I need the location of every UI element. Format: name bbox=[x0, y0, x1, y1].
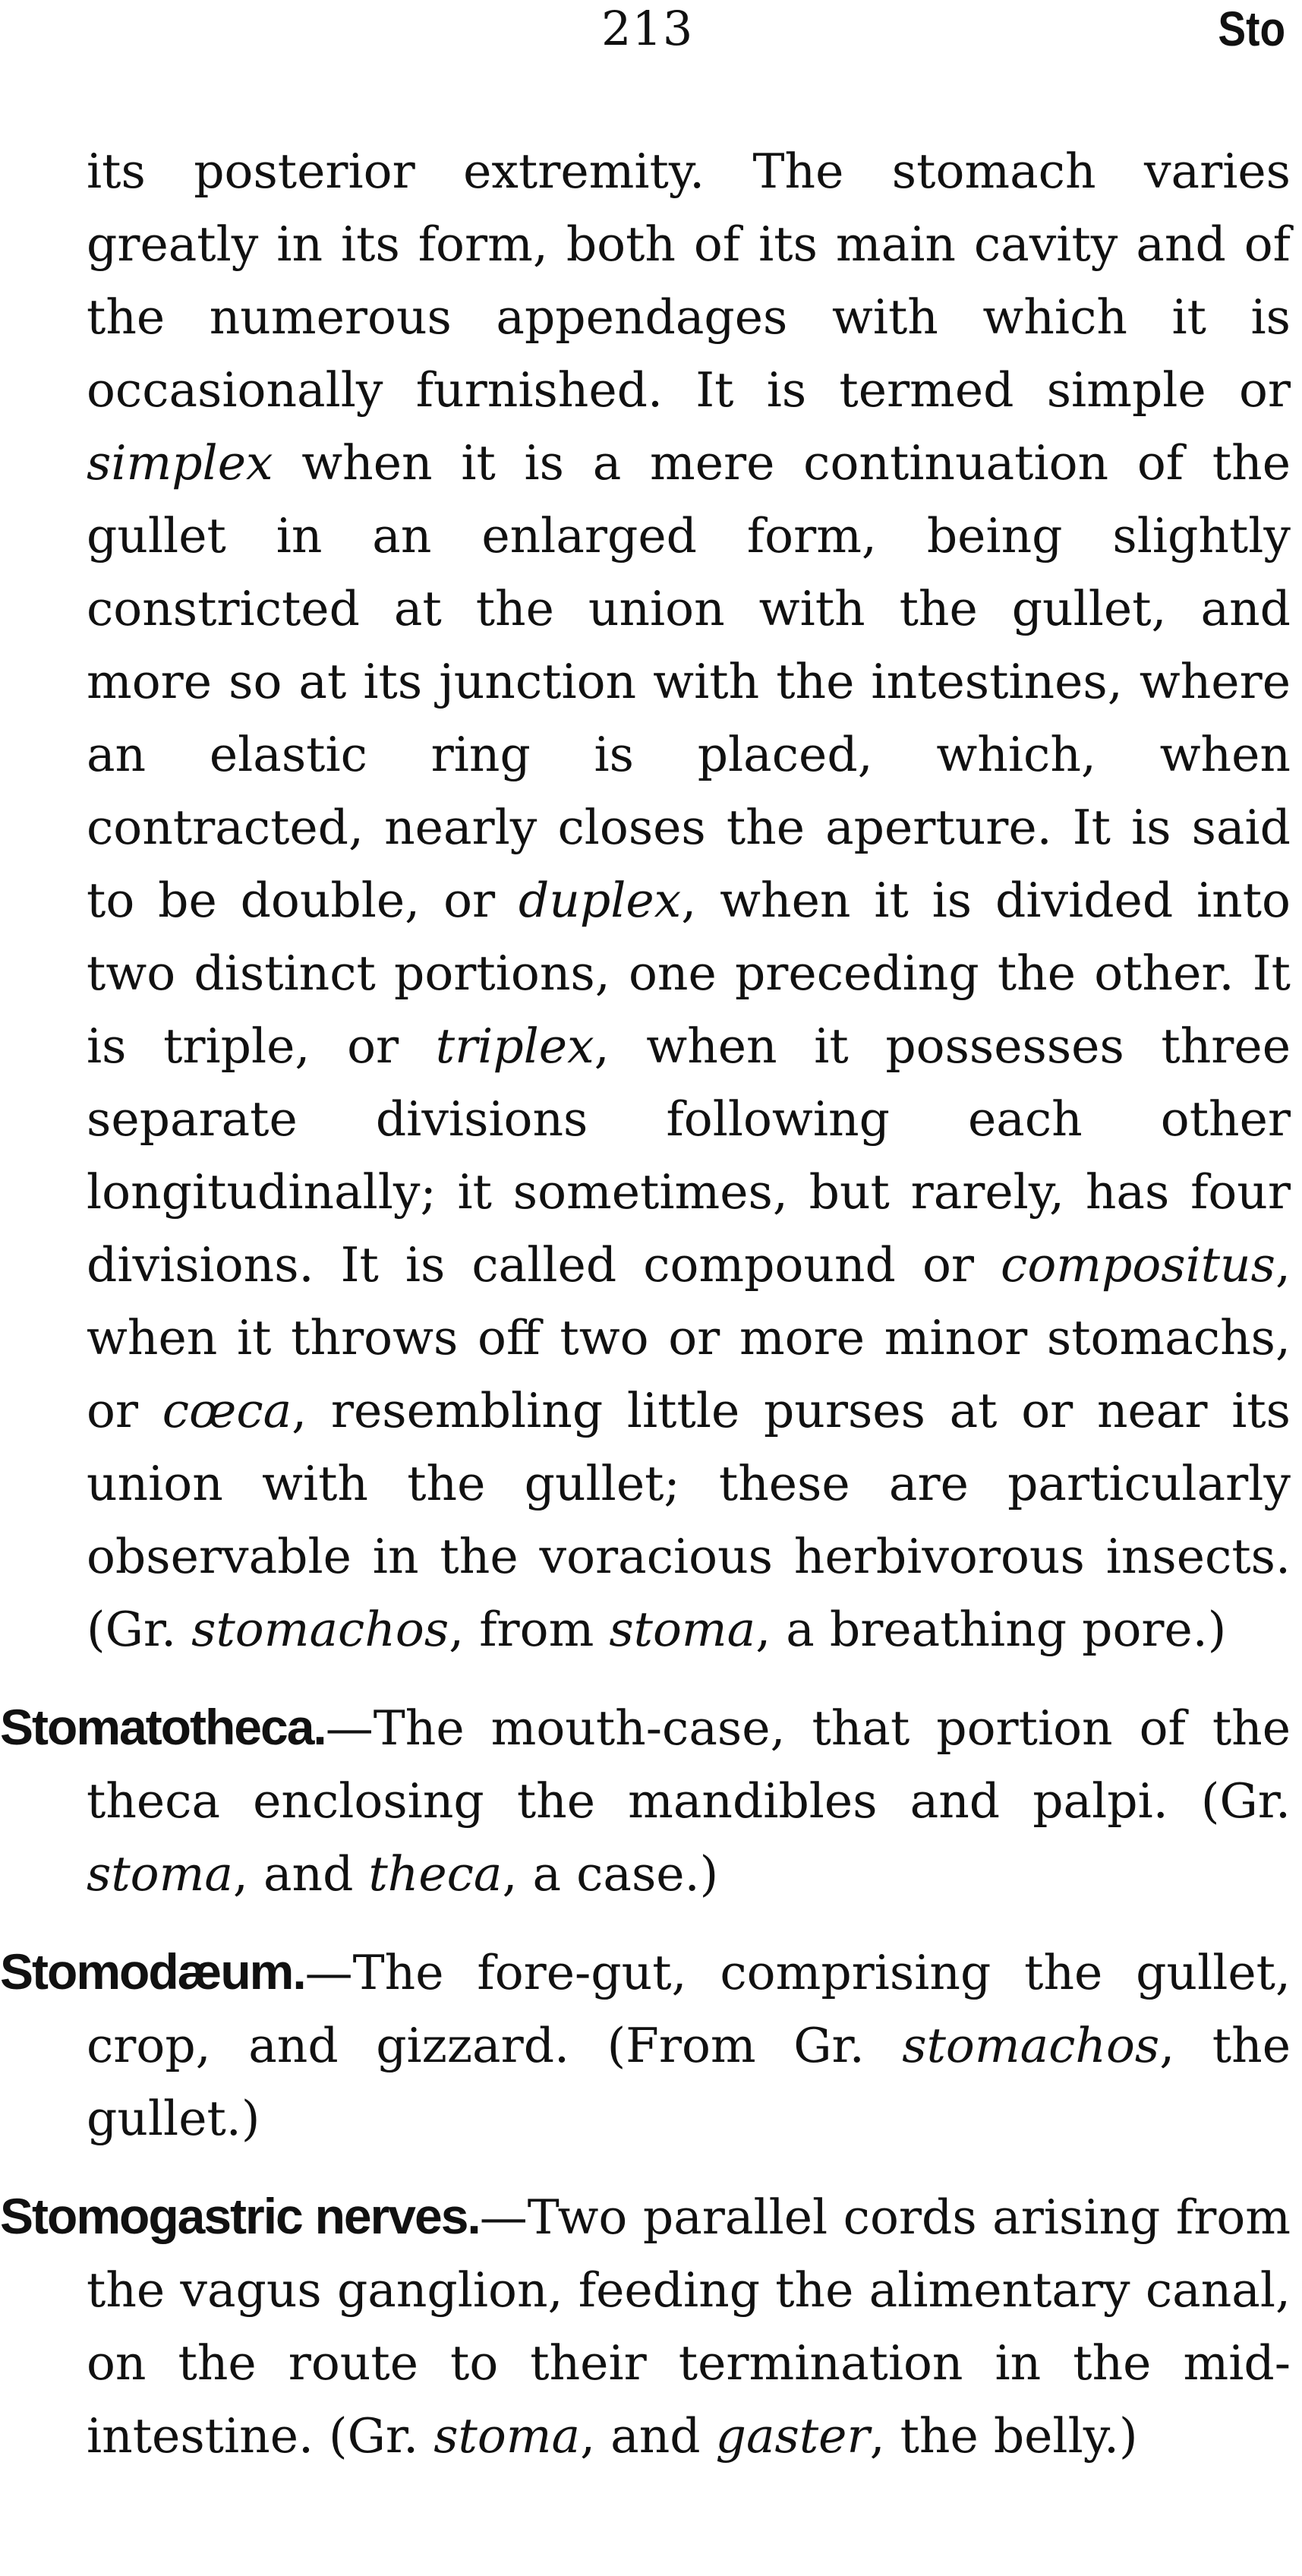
text-run: when it is a mere continuation of the gullet in an enlarged form, being slightly constricted at the union with the gullet, and more so at its junction with the intestines, where an elastic ring is placed, which, when contracted, nearly closes the aperture. It is said to be double, or bbox=[87, 435, 1291, 928]
text-run: , and bbox=[232, 1846, 369, 1902]
text-run: , the belly.) bbox=[869, 2408, 1138, 2464]
text-run: , when it possesses three separate divisions following each other longitudinally; it sometimes, but rarely, has four divisions. It is called compound or bbox=[87, 1018, 1291, 1293]
text-run: —Two parallel cords arising from the vagus ganglion, feeding the alimentary canal, on the route to their termination in the mid-intestine. (Gr. bbox=[87, 2189, 1291, 2464]
headword: Stomogastric nerves. bbox=[0, 2188, 480, 2244]
italic-term: stomachos bbox=[902, 2018, 1160, 2073]
text-run: , a breathing pore.) bbox=[755, 1602, 1227, 1657]
text-run: , when it throws off two or more minor stomachs, or bbox=[87, 1237, 1291, 1438]
text-run: , from bbox=[449, 1602, 610, 1657]
italic-term: simplex bbox=[87, 435, 273, 491]
text-run: , a case.) bbox=[502, 1846, 719, 1902]
body-text bbox=[0, 135, 1291, 2473]
italic-term: gaster bbox=[715, 2408, 870, 2464]
entry-stomodaeum bbox=[0, 1935, 1291, 2155]
headword: Stomatotheca. bbox=[0, 1699, 326, 1755]
italic-term: stoma bbox=[87, 1846, 233, 1902]
italic-term: triplex bbox=[435, 1018, 594, 1074]
italic-term: stoma bbox=[609, 1602, 756, 1657]
italic-term: duplex bbox=[519, 873, 682, 928]
text-run: , resembling little purses at or near its union with the gullet; these are particularly observable in the voracious herbivorous insects. (Gr. bbox=[87, 1383, 1291, 1657]
text-run: , when it is divided into two distinct portions, one preceding the other. It is triple, or bbox=[87, 873, 1291, 1074]
headword: Stomodæum. bbox=[0, 1943, 305, 2000]
text-run: , the gullet.) bbox=[87, 2018, 1291, 2146]
page-number: 213 bbox=[601, 1, 694, 56]
italic-term: cœca bbox=[162, 1383, 292, 1438]
catchword: Sto bbox=[1218, 2, 1285, 56]
running-head bbox=[0, 0, 1302, 70]
text-run: —The fore-gut, comprising the gullet, crop, and gizzard. (From Gr. bbox=[87, 1945, 1291, 2073]
italic-term: stoma bbox=[433, 2408, 581, 2464]
entry-stomogastric-nerves bbox=[0, 2180, 1291, 2473]
italic-term: stomachos bbox=[191, 1602, 449, 1657]
italic-term: theca bbox=[368, 1846, 503, 1902]
entry-stomatotheca bbox=[0, 1690, 1291, 1911]
entry-stomach-continuation bbox=[0, 135, 1291, 1666]
italic-term: compositus bbox=[1001, 1237, 1275, 1293]
text-run: its posterior extremity. The stomach varies greatly in its form, both of its main cavity and of the numerous appendages with which it is occasionally furnished. It is termed simple or bbox=[87, 144, 1291, 418]
text-run: —The mouth-case, that portion of the theca enclosing the mandibles and palpi. (Gr. bbox=[87, 1700, 1291, 1829]
text-run: , and bbox=[580, 2408, 716, 2464]
